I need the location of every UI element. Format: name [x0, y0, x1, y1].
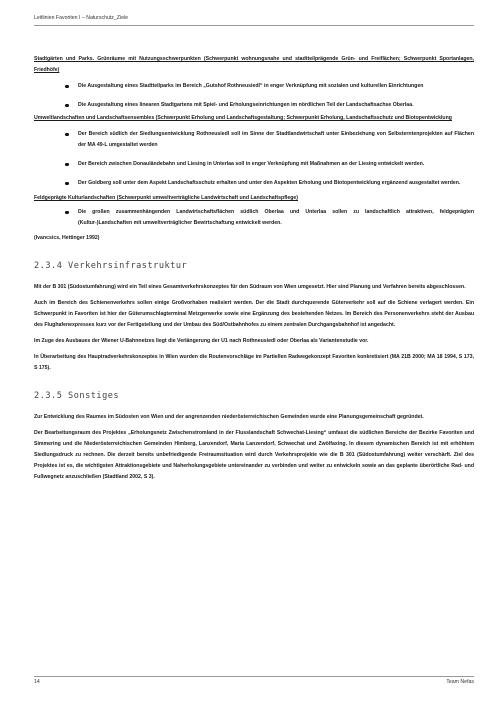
bullet-dot-icon	[65, 163, 69, 167]
page-number: 14	[34, 679, 40, 685]
block1-bullets	[34, 81, 474, 111]
header-rule	[34, 25, 474, 26]
list-item-text: Der Bereich südlich der Siedlungsentwicklung Rothneusiedl soll im Sinne der Stadtlandwirtschaft unter Einbeziehung von Selbsterntenprojekten auf Flächen der MA 49-L umgestaltet werden	[78, 131, 474, 148]
block2-bullets	[34, 129, 474, 189]
list-item	[34, 129, 474, 151]
list-item-text: Die Ausgestaltung eines linearen Stadtgartens mit Spiel- und Erholungseinrichtungen im nördlichen Teil der Landschaftsachse Oberlaa.	[78, 102, 414, 108]
block3-bullets	[34, 207, 474, 229]
list-item	[34, 159, 474, 170]
list-item	[34, 100, 474, 111]
bullet-dot-icon	[65, 133, 69, 137]
list-item-text: Die großen zusammenhängenden Landwirtschaftsflächen südlich Oberlaa und Unterlaa sollen zu landschaftlich attraktiven, feldgeprägten (Kultur-)Landschaften mit umweltverträglicher Bewirtschaftung entwickelt werden.	[78, 209, 474, 226]
list-item-text: Der Goldberg soll unter dem Aspekt Landschaftsschutz erhalten und unter den Aspekten Erholung und Biotopentwicklung ergänzend ausgestaltet werden.	[78, 180, 461, 186]
citation: (Ivancsics, Hettinger 1992)	[34, 235, 100, 241]
bullet-dot-icon	[65, 85, 69, 89]
paragraph: Mit der B 301 (Südostumfahrung) wird ein Teil eines Gesamtverkehrskonzeptes für den Südraum von Wien umgesetzt. Hier sind Planung und Verfahren bereits abgeschlossen.	[34, 284, 466, 290]
list-item-text: Die Ausgestaltung eines Stadtteilparks im Bereich „Gutshof Rothneusiedl“ in enger Verknüpfung mit sozialen und kulturellen Einrichtungen	[78, 83, 424, 89]
bullet-dot-icon	[65, 211, 69, 215]
list-item-text: Der Bereich zwischen Donauländebahn und Liesing in Unterlaa soll in enger Verknüpfung mit Maßnahmen an der Liesing entwickelt werden.	[78, 161, 425, 167]
block2-heading: Umweltlandschaften und Landschaftsensembles (Schwerpunkt Erholung und Landschaftsgestaltung; Schwerpunkt Erholung, Landschaftsschutz und Biotopentwicklung	[34, 115, 452, 121]
footer-team: Team Nefas	[446, 679, 474, 685]
block1-heading: Stadtgärten und Parks. Grünräume mit Nutzungsschwerpunkten (Schwerpunkt wohnungsnahe und stadtteilprägende Grün- und Freiflächen; Schwerpunkt Sportanlagen, Friedhöfe)	[34, 56, 474, 73]
list-item	[34, 178, 474, 189]
bullet-dot-icon	[65, 182, 69, 186]
footer-rule	[34, 676, 474, 677]
section-heading-sonstiges: 2.3.5 Sonstiges	[34, 391, 120, 401]
block3-heading: Feldgeprägte Kulturlandschaften (Schwerpunkt umweltverträgliche Landwirtschaft und Landschaftspflege)	[34, 195, 299, 201]
bullet-dot-icon	[65, 104, 69, 108]
paragraph: Der Bearbeitungsraum des Projektes „Erholungsnetz Zwischenstromland in der Flusslandschaft Schwechat-Liesing“ umfasst die südlichen Bereiche der Bezirke Favoriten und Simmering und die Niederösterreichischen Gemeinden Himberg, Lanzendorf, Maria Lanzendorf, Schwechat und Zwölfaxing. In diesem dynamischen Bereich ist mit erhöhtem Siedlungsdruck zu rechnen. Die derzeit bereits unbefriedigende Freiraumsituation wird durch Verkehrsprojekte wie die B 301 (Südostumfahrung) weiter verschärft. Ziel des Projektes ist es, die wichtigsten Attraktionsgebiete und Naherholungsgebiete untereinander zu verbinden und weiter zu entwickeln sowie an das geplante überörtliche Rad- und Fußwegnetz anzuschließen (Stadtland 2002, S 3).	[34, 430, 474, 480]
list-item	[34, 207, 474, 229]
paragraph: Auch im Bereich des Schienenverkehrs sollen einige Großvorhaben realisiert werden. Der die Stadt durchquerende Güterverkehr soll auf die Schiene verlagert werden. Ein Schwerpunkt in Favoriten ist hier der Güterumschlagterminal Metzgerwerke sowie eine Ergänzung des bestehenden Netzes. Im Bereich des Personenverkehrs steht der Ausbau des Flughafenexpresses kurz vor der Fertigstellung und der Umbau des Süd/Ostbahnhofes zu einem zentralen Durchgangsbahnhof ist angedacht.	[34, 300, 474, 328]
page-content	[34, 54, 474, 483]
page-header: Leitlinien Favoriten I – Naturschutz_Ziele	[34, 15, 128, 21]
paragraph: Im Zuge des Ausbaues der Wiener U-Bahnnetzes liegt die Verlängerung der U1 nach Rothneusiedl oder Oberlaa als Variantenstudie vor.	[34, 338, 369, 344]
list-item	[34, 81, 474, 92]
paragraph: Zur Entwicklung des Raumes im Südosten von Wien und der angrenzenden niederösterreichischen Gemeinden wurde eine Planungsgemeinschaft gegründet.	[34, 414, 424, 420]
section-heading-verkehrsinfrastruktur: 2.3.4 Verkehrsinfrastruktur	[34, 261, 188, 271]
paragraph: In Überarbeitung des Hauptradverkehrskonzeptes in Wien wurden die Routenvorschläge im Partiellen Radwegekonzept Favoriten konkretisiert (MA 21B 2000; MA 18 1994, S 173, S 175).	[34, 354, 474, 371]
